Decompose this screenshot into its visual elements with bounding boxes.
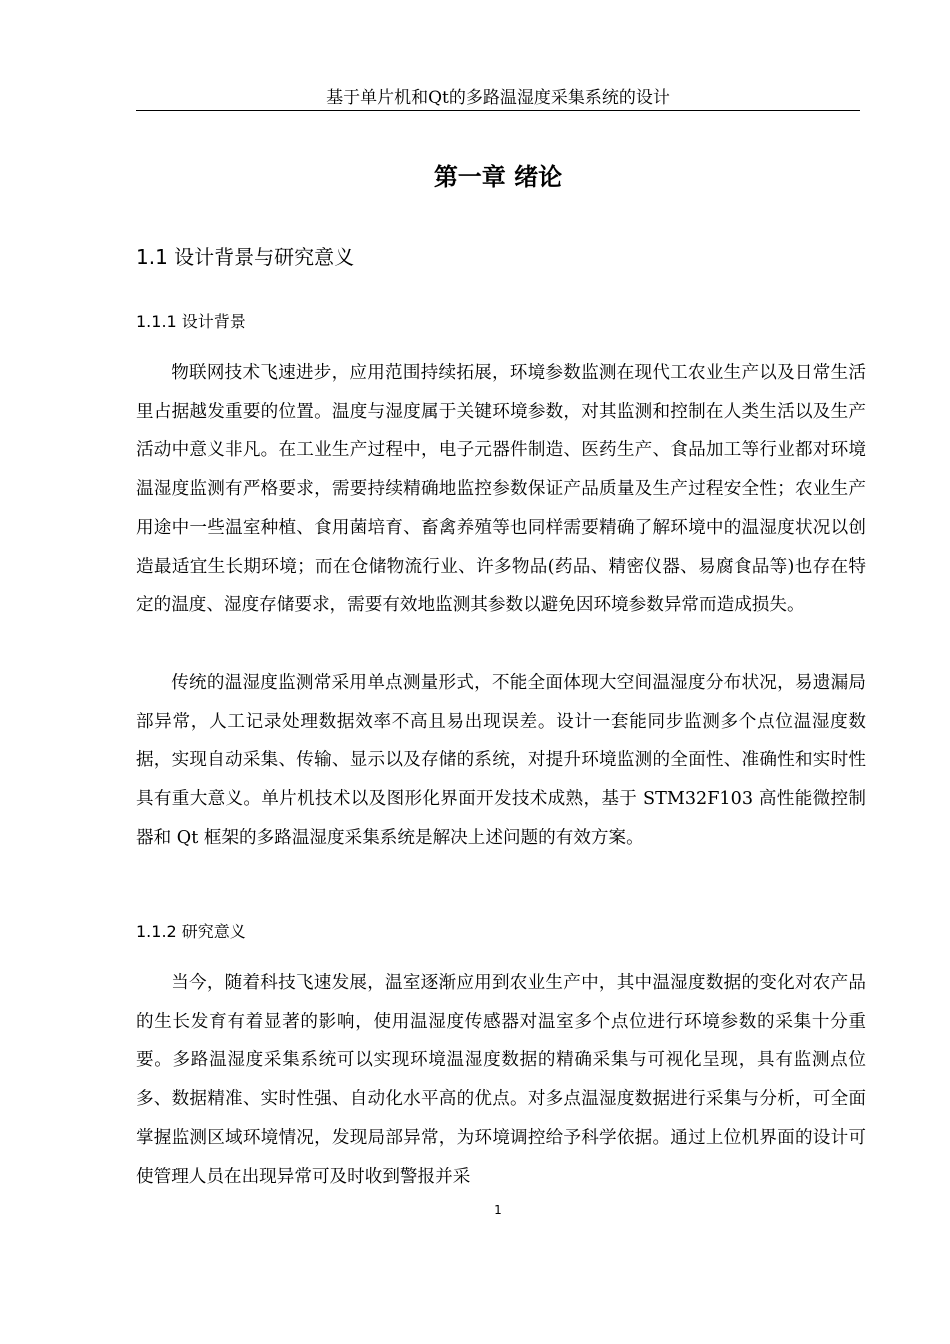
running-header: 基于单片机和Qt的多路温湿度采集系统的设计 — [326, 88, 670, 108]
page-number: 1 — [494, 1203, 502, 1217]
section-heading-1-1: 1.1 设计背景与研究意义 — [136, 245, 355, 269]
subsection-heading-1-1-1: 1.1.1 设计背景 — [136, 312, 246, 331]
paragraph-design-background-2: 传统的温湿度监测常采用单点测量形式，不能全面体现大空间温湿度分布状况，易遗漏局部异常，人工记录处理数据效率不高且易出现误差。设计一套能同步监测多个点位温湿度数据，实现自动采集、传输、显示以及存储的系统，对提升环境监测的全面性、准确性和实时性具有重大意义。单片机技术以及图形化界面开发技术成熟，基于 STM32F103 高性能微控制器和 Qt 框架的多路温湿度采集系统是解决上述问题的有效方案。 — [136, 673, 866, 848]
chapter-title: 第一章 绪论 — [433, 163, 563, 191]
paragraph-research-significance-1: 当今，随着科技飞速发展，温室逐渐应用到农业生产中，其中温湿度数据的变化对农产品的生长发育有着显著的影响，使用温湿度传感器对温室多个点位进行环境参数的采集十分重要。多路温湿度采集系统可以实现环境温湿度数据的精确采集与可视化呈现，具有监测点位多、数据精准、实时性强、自动化水平高的优点。对多点温湿度数据进行采集与分析，可全面掌握监测区域环境情况，发现局部异常，为环境调控给予科学依据。通过上位机界面的设计可使管理人员在出现异常可及时收到警报并采 — [136, 973, 866, 1187]
paragraph-design-background-1: 物联网技术飞速进步，应用范围持续拓展，环境参数监测在现代工农业生产以及日常生活里占据越发重要的位置。温度与湿度属于关键环境参数，对其监测和控制在人类生活以及生产活动中意义非凡。在工业生产过程中，电子元器件制造、医药生产、食品加工等行业都对环境温湿度监测有严格要求，需要持续精确地监控参数保证产品质量及生产过程安全性；农业生产用途中一些温室种植、食用菌培育、畜禽养殖等也同样需要精确了解环境中的温湿度状况以创造最适宜生长期环境；而在仓储物流行业、许多物品(药品、精密仪器、易腐食品等)也存在特定的温度、湿度存储要求，需要有效地监测其参数以避免因环境参数异常而造成损失。 — [136, 363, 866, 616]
header-rule — [136, 110, 860, 111]
subsection-heading-1-1-2: 1.1.2 研究意义 — [136, 922, 246, 941]
